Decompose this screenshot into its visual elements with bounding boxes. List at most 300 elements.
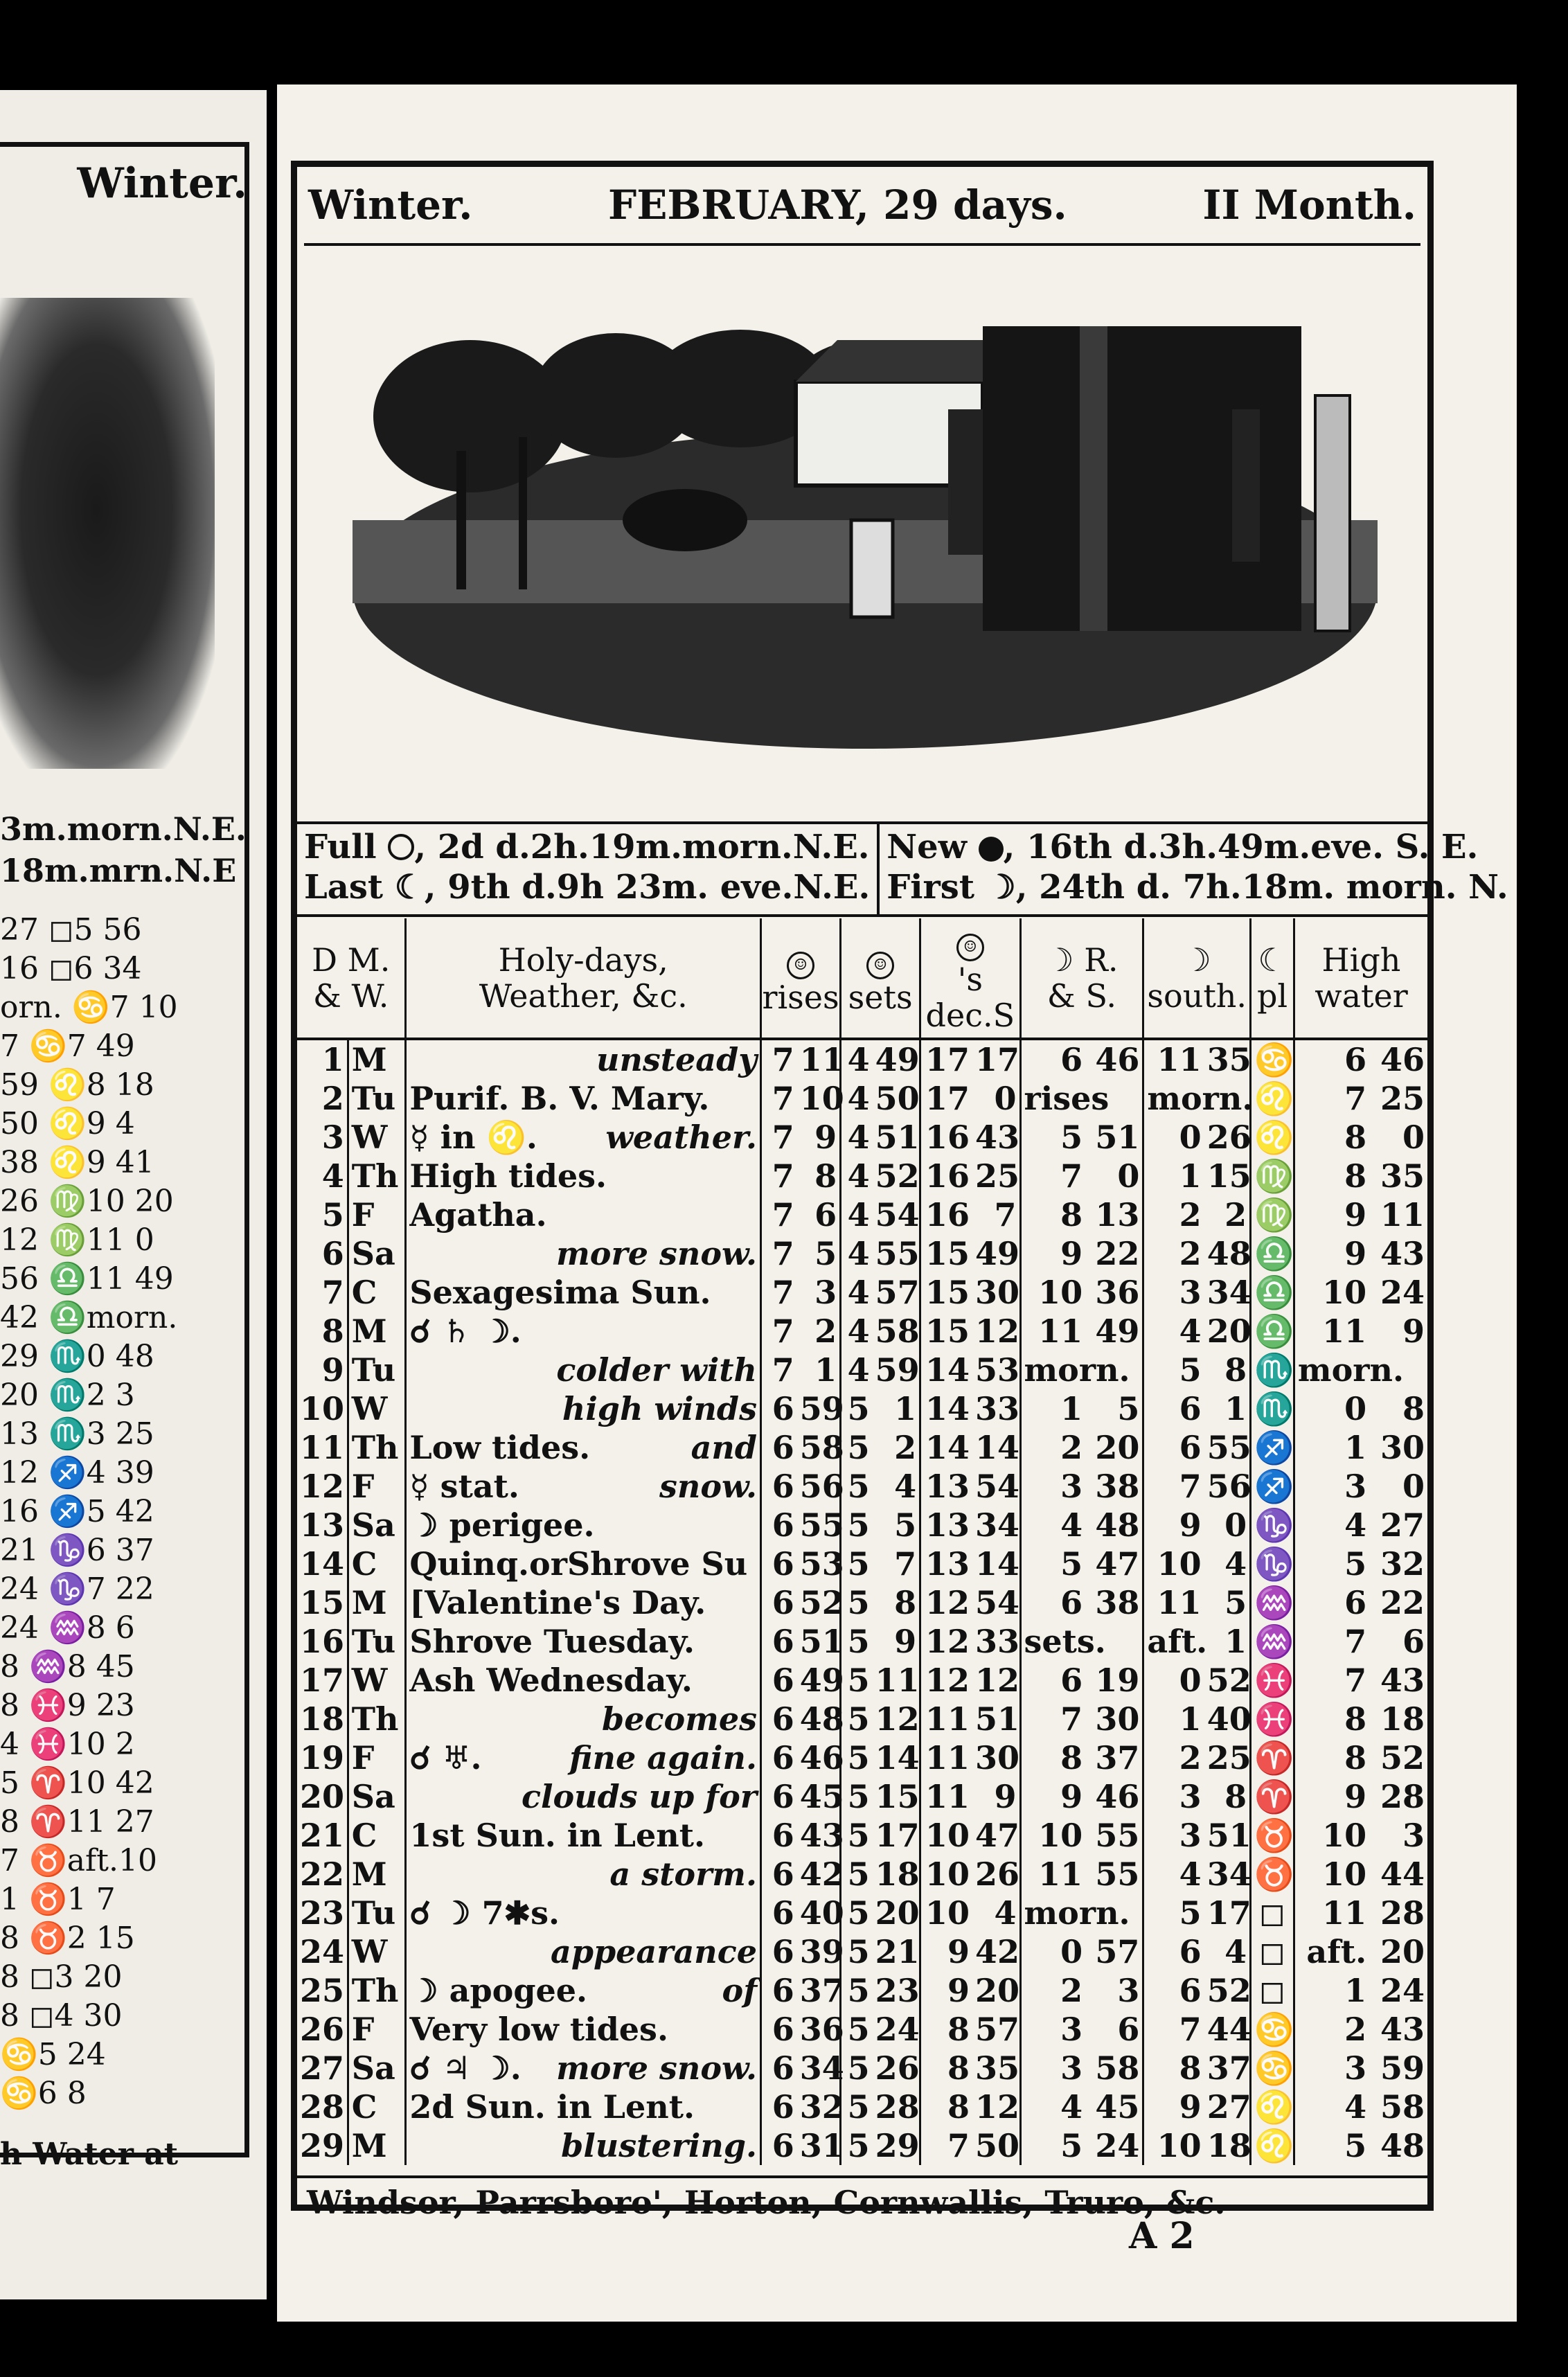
month-number: II Month. — [1202, 181, 1416, 229]
cell-d: 22 — [297, 1855, 348, 1894]
cell-msh: 3 — [1179, 1274, 1202, 1311]
cell-mm: 37 — [1085, 1738, 1143, 1777]
cell-w: C — [348, 1544, 406, 1583]
cell-rm: 52 — [797, 1583, 841, 1622]
holy-days-cell — [406, 1932, 761, 1971]
adjacent-table-row: 8 ♒8 45 — [0, 1649, 135, 1684]
adjacent-table-row: 7 ♉aft.10 — [0, 1843, 157, 1878]
cell-pl: ♓ — [1251, 1661, 1294, 1700]
cell-rh: 7 — [772, 1351, 794, 1389]
cell-rh: 7 — [772, 1080, 794, 1117]
adjacent-page-engraving — [0, 298, 215, 769]
holy-days-cell — [406, 1661, 761, 1700]
cell-msh: 11 — [1157, 1584, 1202, 1621]
cell-w: M — [348, 2126, 406, 2165]
cell-mm: 49 — [1085, 1312, 1143, 1351]
cell-hwh: 1 — [1344, 1429, 1367, 1466]
cell-msh: 4 — [1179, 1855, 1202, 1893]
cell-d: 18 — [297, 1700, 348, 1738]
cell-pl: ♈ — [1251, 1777, 1294, 1816]
col-moon-place: ☾ pl — [1251, 918, 1294, 1039]
cell-hwh: 8 — [1344, 1739, 1367, 1777]
first-quarter-line: First ☽, 24th d. 7h.18m. morn. N. — [887, 868, 1508, 907]
holy-day-text: ☌ ♅. — [409, 1739, 482, 1777]
cell-rm: 43 — [797, 1816, 841, 1855]
table-row — [297, 1273, 1427, 1312]
holy-day-text: Agatha. — [409, 1196, 547, 1234]
cell-rh: 6 — [772, 1623, 794, 1660]
cell-dd: 8 — [947, 2011, 970, 2048]
cell-rh: 7 — [772, 1157, 794, 1195]
cell-mh: 5 — [1060, 1545, 1083, 1583]
weather-text: more snow. — [556, 2049, 757, 2087]
cell-sh: 5 — [847, 1972, 870, 2009]
cell-rm: 6 — [797, 1195, 841, 1234]
weather-text: high winds — [562, 1390, 757, 1427]
cell-sm: 7 — [873, 1544, 920, 1583]
cell-rh: 7 — [772, 1274, 794, 1311]
cell-hwh: 10 — [1322, 1274, 1367, 1311]
col-moon-rise-set: ☽ R. & S. — [1020, 918, 1143, 1039]
cell-w: W — [348, 1661, 406, 1700]
cell-pl: ♐ — [1251, 1428, 1294, 1467]
cell-mm: 47 — [1085, 1544, 1143, 1583]
sun-icon: ☺ — [866, 952, 894, 979]
adjacent-table-row: 27 ◻5 56 — [0, 912, 142, 947]
adjacent-table-row: 24 ♑7 22 — [0, 1572, 154, 1607]
cell-sh: 4 — [847, 1235, 870, 1272]
cell-dd: 11 — [925, 1700, 970, 1738]
cell-sm: 21 — [873, 1932, 920, 1971]
cell-w: F — [348, 1467, 406, 1506]
weather-text: blustering. — [561, 2127, 757, 2164]
cell-sh: 5 — [847, 2088, 870, 2126]
holy-day-text: ☿ stat. — [409, 1468, 519, 1505]
adjacent-table-row: 24 ♒8 6 — [0, 1610, 135, 1646]
cell-pl: ♌ — [1251, 2126, 1294, 2165]
cell-dd: 13 — [925, 1468, 970, 1505]
col-moon-south: ☽ south. — [1143, 918, 1251, 1039]
cell-sh: 5 — [847, 1584, 870, 1621]
page-header — [304, 174, 1420, 236]
cell-rm: 55 — [797, 1506, 841, 1544]
adjacent-table-row: 16 ♐5 42 — [0, 1494, 154, 1529]
holy-days-cell — [406, 1816, 761, 1855]
cell-d: 3 — [297, 1118, 348, 1157]
cell-sm: 23 — [873, 1971, 920, 2010]
cell-msm: 1 — [1204, 1622, 1251, 1661]
holy-day-text: ☽ perigee. — [409, 1506, 595, 1544]
cell-w: Sa — [348, 1506, 406, 1544]
cell-sh: 5 — [847, 1778, 870, 1815]
cell-sm: 12 — [873, 1700, 920, 1738]
col-day: D M. & W. — [297, 918, 406, 1039]
cell-rm: 32 — [797, 2087, 841, 2126]
cell-d: 17 — [297, 1661, 348, 1700]
cell-msh: morn. — [1147, 1080, 1254, 1117]
cell-pl: ♒ — [1251, 1583, 1294, 1622]
cell-rh: 6 — [772, 1972, 794, 2009]
cell-sm: 11 — [873, 1661, 920, 1700]
cell-rm: 36 — [797, 2010, 841, 2049]
cell-sm: 24 — [873, 2010, 920, 2049]
cell-mh: 11 — [1038, 1855, 1083, 1893]
cell-mh: 3 — [1060, 2049, 1083, 2087]
holy-days-cell — [406, 1195, 761, 1234]
cell-msh: 6 — [1179, 1429, 1202, 1466]
cell-dm: 43 — [972, 1118, 1020, 1157]
holy-days-cell — [406, 1273, 761, 1312]
page-number: A 2 — [1129, 2215, 1195, 2257]
cell-dd: 9 — [947, 1933, 970, 1970]
cell-hwh: 10 — [1322, 1855, 1367, 1893]
cell-d: 27 — [297, 2049, 348, 2087]
cell-d: 29 — [297, 2126, 348, 2165]
holy-days-cell — [406, 1467, 761, 1506]
table-row — [297, 1039, 1427, 1079]
cell-pl: ♌ — [1251, 2087, 1294, 2126]
cell-dd: 8 — [947, 2049, 970, 2087]
cell-msm: 15 — [1204, 1157, 1251, 1195]
cell-hwm: 35 — [1380, 1157, 1425, 1195]
holy-day-text: ☌ ♄ ☽. — [409, 1312, 522, 1350]
cell-dd: 16 — [925, 1119, 970, 1156]
holy-days-cell — [406, 1234, 761, 1273]
cell-hwm: 24 — [1380, 1972, 1425, 2009]
cell-dd: 10 — [925, 1817, 970, 1854]
cell-pl: ♍ — [1251, 1157, 1294, 1195]
cell-dd: 12 — [925, 1623, 970, 1660]
cell-pl: ♒ — [1251, 1622, 1294, 1661]
cell-sh: 5 — [847, 1623, 870, 1660]
weather-text: of — [722, 1972, 757, 2009]
cell-dm: 33 — [972, 1389, 1020, 1428]
cell-w: Th — [348, 1971, 406, 2010]
cell-w: Th — [348, 1157, 406, 1195]
cell-rm: 42 — [797, 1855, 841, 1894]
last-quarter-line: Last ☾, 9th d.9h 23m. eve.N.E. — [304, 868, 871, 907]
cell-msm: 37 — [1204, 2049, 1251, 2087]
cell-rh: 7 — [772, 1119, 794, 1156]
cell-hwm: 58 — [1380, 2088, 1425, 2126]
cell-msh: 7 — [1179, 1468, 1202, 1505]
cell-dd: 14 — [925, 1429, 970, 1466]
table-row — [297, 1428, 1427, 1467]
holy-day-text: ☿ in ♌. — [409, 1119, 537, 1156]
cell-msm: 25 — [1204, 1738, 1251, 1777]
table-row — [297, 1312, 1427, 1351]
cell-sm: 57 — [873, 1273, 920, 1312]
cell-sh: 5 — [847, 1429, 870, 1466]
cell-hwm: 43 — [1380, 1662, 1425, 1699]
cell-msh: 6 — [1179, 1933, 1202, 1970]
cell-hwh: 3 — [1344, 1468, 1367, 1505]
holy-days-cell — [406, 1389, 761, 1428]
cell-hwm: 0 — [1402, 1468, 1425, 1505]
cell-dd: 12 — [925, 1662, 970, 1699]
header-rule — [304, 243, 1420, 246]
cell-rh: 7 — [772, 1235, 794, 1272]
cell-mh: 2 — [1060, 1429, 1083, 1466]
holy-day-text: Low tides. — [409, 1429, 591, 1466]
cell-mh: 9 — [1060, 1235, 1083, 1272]
cell-d: 5 — [297, 1195, 348, 1234]
cell-rm: 39 — [797, 1932, 841, 1971]
adjacent-table-row: 50 ♌9 4 — [0, 1106, 135, 1141]
cell-pl: ♌ — [1251, 1079, 1294, 1118]
weather-text: appearance — [551, 1933, 757, 1970]
cell-sh: 4 — [847, 1312, 870, 1350]
cell-rm: 58 — [797, 1428, 841, 1467]
cell-w: M — [348, 1039, 406, 1079]
cell-hwh: 2 — [1344, 2011, 1367, 2048]
cell-mm: 30 — [1085, 1700, 1143, 1738]
cell-sh: 5 — [847, 1545, 870, 1583]
table-row — [297, 2010, 1427, 2049]
cell-sm: 55 — [873, 1234, 920, 1273]
cell-msh: 3 — [1179, 1778, 1202, 1815]
cell-rh: 6 — [772, 2127, 794, 2164]
cell-hwm: 25 — [1380, 1080, 1425, 1117]
cell-dm: 20 — [972, 1971, 1020, 2010]
cell-sh: 5 — [847, 1894, 870, 1932]
cell-msh: 1 — [1179, 1157, 1202, 1195]
cell-mm: 20 — [1085, 1428, 1143, 1467]
cell-d: 9 — [297, 1351, 348, 1389]
cell-d: 26 — [297, 2010, 348, 2049]
cell-dd: 17 — [925, 1080, 970, 1117]
cell-mh: rises — [1024, 1080, 1110, 1117]
cell-mh: 4 — [1060, 1506, 1083, 1544]
cell-dd: 10 — [925, 1894, 970, 1932]
cell-d: 20 — [297, 1777, 348, 1816]
cell-w: M — [348, 1312, 406, 1351]
cell-sm: 1 — [873, 1389, 920, 1428]
cell-msm: 17 — [1204, 1894, 1251, 1932]
cell-sh: 5 — [847, 1817, 870, 1854]
cell-sm: 58 — [873, 1312, 920, 1351]
cell-mm: 36 — [1085, 1273, 1143, 1312]
cell-sm: 15 — [873, 1777, 920, 1816]
weather-text: and — [691, 1429, 757, 1466]
table-header — [297, 918, 1427, 1039]
cell-w: W — [348, 1389, 406, 1428]
cell-sm: 2 — [873, 1428, 920, 1467]
cell-hwm: 59 — [1380, 2049, 1425, 2087]
cell-w: C — [348, 2087, 406, 2126]
cell-dd: 15 — [925, 1235, 970, 1272]
cell-hwh: morn. — [1297, 1351, 1404, 1389]
cell-msh: 2 — [1179, 1196, 1202, 1234]
cell-rh: 6 — [772, 2049, 794, 2087]
cell-msm: 56 — [1204, 1467, 1251, 1506]
cell-w: W — [348, 1118, 406, 1157]
cell-pl: ♍ — [1251, 1195, 1294, 1234]
holy-day-text: Very low tides. — [409, 2011, 668, 2048]
cell-msh: 9 — [1179, 1506, 1202, 1544]
cell-rm: 59 — [797, 1389, 841, 1428]
table-row — [297, 2049, 1427, 2087]
cell-d: 15 — [297, 1583, 348, 1622]
adjacent-table-row: 13 ♏3 25 — [0, 1416, 154, 1452]
cell-msh: 9 — [1179, 2088, 1202, 2126]
cell-dm: 12 — [972, 1312, 1020, 1351]
cell-dd: 11 — [925, 1778, 970, 1815]
cell-dm: 30 — [972, 1273, 1020, 1312]
cell-mm: 51 — [1085, 1118, 1143, 1157]
cell-dm: 54 — [972, 1467, 1020, 1506]
cell-msm: 34 — [1204, 1855, 1251, 1894]
cell-rh: 6 — [772, 1662, 794, 1699]
cell-mh: 0 — [1060, 1933, 1083, 1970]
cell-hwm: 18 — [1380, 1700, 1425, 1738]
cell-rm: 5 — [797, 1234, 841, 1273]
cell-rm: 11 — [797, 1039, 841, 1079]
cell-dd: 10 — [925, 1855, 970, 1893]
cell-msh: 10 — [1157, 2127, 1202, 2164]
cell-msm: 5 — [1204, 1583, 1251, 1622]
holy-day-text: Ash Wednesday. — [409, 1662, 693, 1699]
adjacent-table-row: 5 ♈10 42 — [0, 1765, 154, 1801]
cell-hwm: 24 — [1380, 1274, 1425, 1311]
adjacent-table-strip — [0, 911, 235, 2123]
cell-hwh: 7 — [1344, 1080, 1367, 1117]
cell-dm: 47 — [972, 1816, 1020, 1855]
cell-d: 23 — [297, 1894, 348, 1932]
cell-rm: 2 — [797, 1312, 841, 1351]
cell-msm: 8 — [1204, 1777, 1251, 1816]
cell-msm: 34 — [1204, 1273, 1251, 1312]
cell-rh: 7 — [772, 1312, 794, 1350]
cell-hwh: 1 — [1344, 1972, 1367, 2009]
holy-days-cell — [406, 2126, 761, 2165]
cell-msh: 6 — [1179, 1972, 1202, 2009]
cell-pl: ◻ — [1251, 1894, 1294, 1932]
sun-icon: ☺ — [787, 952, 814, 979]
cell-hwm: 43 — [1380, 1235, 1425, 1272]
cell-rm: 49 — [797, 1661, 841, 1700]
table-row — [297, 1622, 1427, 1661]
table-row — [297, 1234, 1427, 1273]
cell-hwh: 0 — [1344, 1390, 1367, 1427]
cell-mm: 22 — [1085, 1234, 1143, 1273]
cell-mm: 5 — [1085, 1389, 1143, 1428]
cell-d: 8 — [297, 1312, 348, 1351]
cell-mh: 3 — [1060, 1468, 1083, 1505]
cell-dd: 13 — [925, 1545, 970, 1583]
cell-d: 1 — [297, 1039, 348, 1079]
cell-d: 4 — [297, 1157, 348, 1195]
cell-rh: 6 — [772, 1700, 794, 1738]
cell-mm: 48 — [1085, 1506, 1143, 1544]
cell-dm: 12 — [972, 2087, 1020, 2126]
cell-sh: 4 — [847, 1196, 870, 1234]
holy-days-cell — [406, 1700, 761, 1738]
weather-text: becomes — [602, 1700, 757, 1738]
holy-days-cell — [406, 2010, 761, 2049]
adjacent-table-row: 42 ♎morn. — [0, 1300, 178, 1335]
cell-hwm: 28 — [1380, 1778, 1425, 1815]
cell-sm: 50 — [873, 1079, 920, 1118]
cell-msm: 44 — [1204, 2010, 1251, 2049]
cell-msm: 26 — [1204, 1118, 1251, 1157]
cell-rh: 7 — [772, 1196, 794, 1234]
cell-hwh: 6 — [1344, 1041, 1367, 1078]
month-title: FEBRUARY, 29 days. — [608, 181, 1067, 229]
cell-hwh: 10 — [1322, 1817, 1367, 1854]
cell-dd: 15 — [925, 1312, 970, 1350]
weather-text: unsteady — [596, 1041, 757, 1078]
adjacent-table-row: 8 ♈11 27 — [0, 1804, 154, 1840]
cell-msm: 40 — [1204, 1700, 1251, 1738]
cell-msh: 0 — [1179, 1662, 1202, 1699]
table-row — [297, 1544, 1427, 1583]
cell-mm: 3 — [1085, 1971, 1143, 2010]
cell-msh: aft. — [1147, 1623, 1208, 1660]
holy-day-text: 1st Sun. in Lent. — [409, 1817, 705, 1854]
cell-sh: 5 — [847, 1933, 870, 1970]
table-row — [297, 1894, 1427, 1932]
cell-sm: 17 — [873, 1816, 920, 1855]
cell-dd: 17 — [925, 1041, 970, 1078]
cell-sh: 4 — [847, 1274, 870, 1311]
phases-right — [877, 824, 1515, 914]
cell-sm: 18 — [873, 1855, 920, 1894]
cell-hwh: 8 — [1344, 1700, 1367, 1738]
cell-w: W — [348, 1932, 406, 1971]
cell-mm: 6 — [1085, 2010, 1143, 2049]
cell-hwh: 7 — [1344, 1662, 1367, 1699]
new-moon-icon — [979, 837, 1004, 862]
cell-mh: 5 — [1060, 2127, 1083, 2164]
cell-dm: 53 — [972, 1351, 1020, 1389]
cell-pl: ♑ — [1251, 1544, 1294, 1583]
cell-mh: 1 — [1060, 1390, 1083, 1427]
farm-scene-engraving — [353, 312, 1378, 756]
cell-msm: 48 — [1204, 1234, 1251, 1273]
col-sun-sets: ☺ sets — [841, 918, 920, 1039]
cell-dm: 33 — [972, 1622, 1020, 1661]
cell-dm: 57 — [972, 2010, 1020, 2049]
cell-msm: 18 — [1204, 2126, 1251, 2165]
cell-pl: ♋ — [1251, 1039, 1294, 1079]
cell-msh: 4 — [1179, 1312, 1202, 1350]
cell-sh: 5 — [847, 2011, 870, 2048]
cell-hwm: 46 — [1380, 1041, 1425, 1078]
table-row — [297, 1661, 1427, 1700]
cell-dm: 35 — [972, 2049, 1020, 2087]
cell-rm: 40 — [797, 1894, 841, 1932]
cell-sh: 5 — [847, 1468, 870, 1505]
cell-w: Tu — [348, 1622, 406, 1661]
table-row — [297, 1195, 1427, 1234]
cell-sm: 4 — [873, 1467, 920, 1506]
adjacent-table-row: 8 ♉2 15 — [0, 1921, 135, 1956]
cell-rm: 9 — [797, 1118, 841, 1157]
adjacent-table-row: ♋5 24 — [0, 2037, 106, 2072]
holy-day-text: ☌ ♃ ☽. — [409, 2049, 522, 2087]
holy-day-text: High tides. — [409, 1157, 607, 1195]
cell-rh: 6 — [772, 2011, 794, 2048]
cell-dd: 13 — [925, 1506, 970, 1544]
cell-pl: ♉ — [1251, 1855, 1294, 1894]
cell-msh: 10 — [1157, 1545, 1202, 1583]
holy-days-cell — [406, 1855, 761, 1894]
cell-d: 19 — [297, 1738, 348, 1777]
cell-w: C — [348, 1816, 406, 1855]
table-row — [297, 1389, 1427, 1428]
cell-mm: 55 — [1085, 1855, 1143, 1894]
